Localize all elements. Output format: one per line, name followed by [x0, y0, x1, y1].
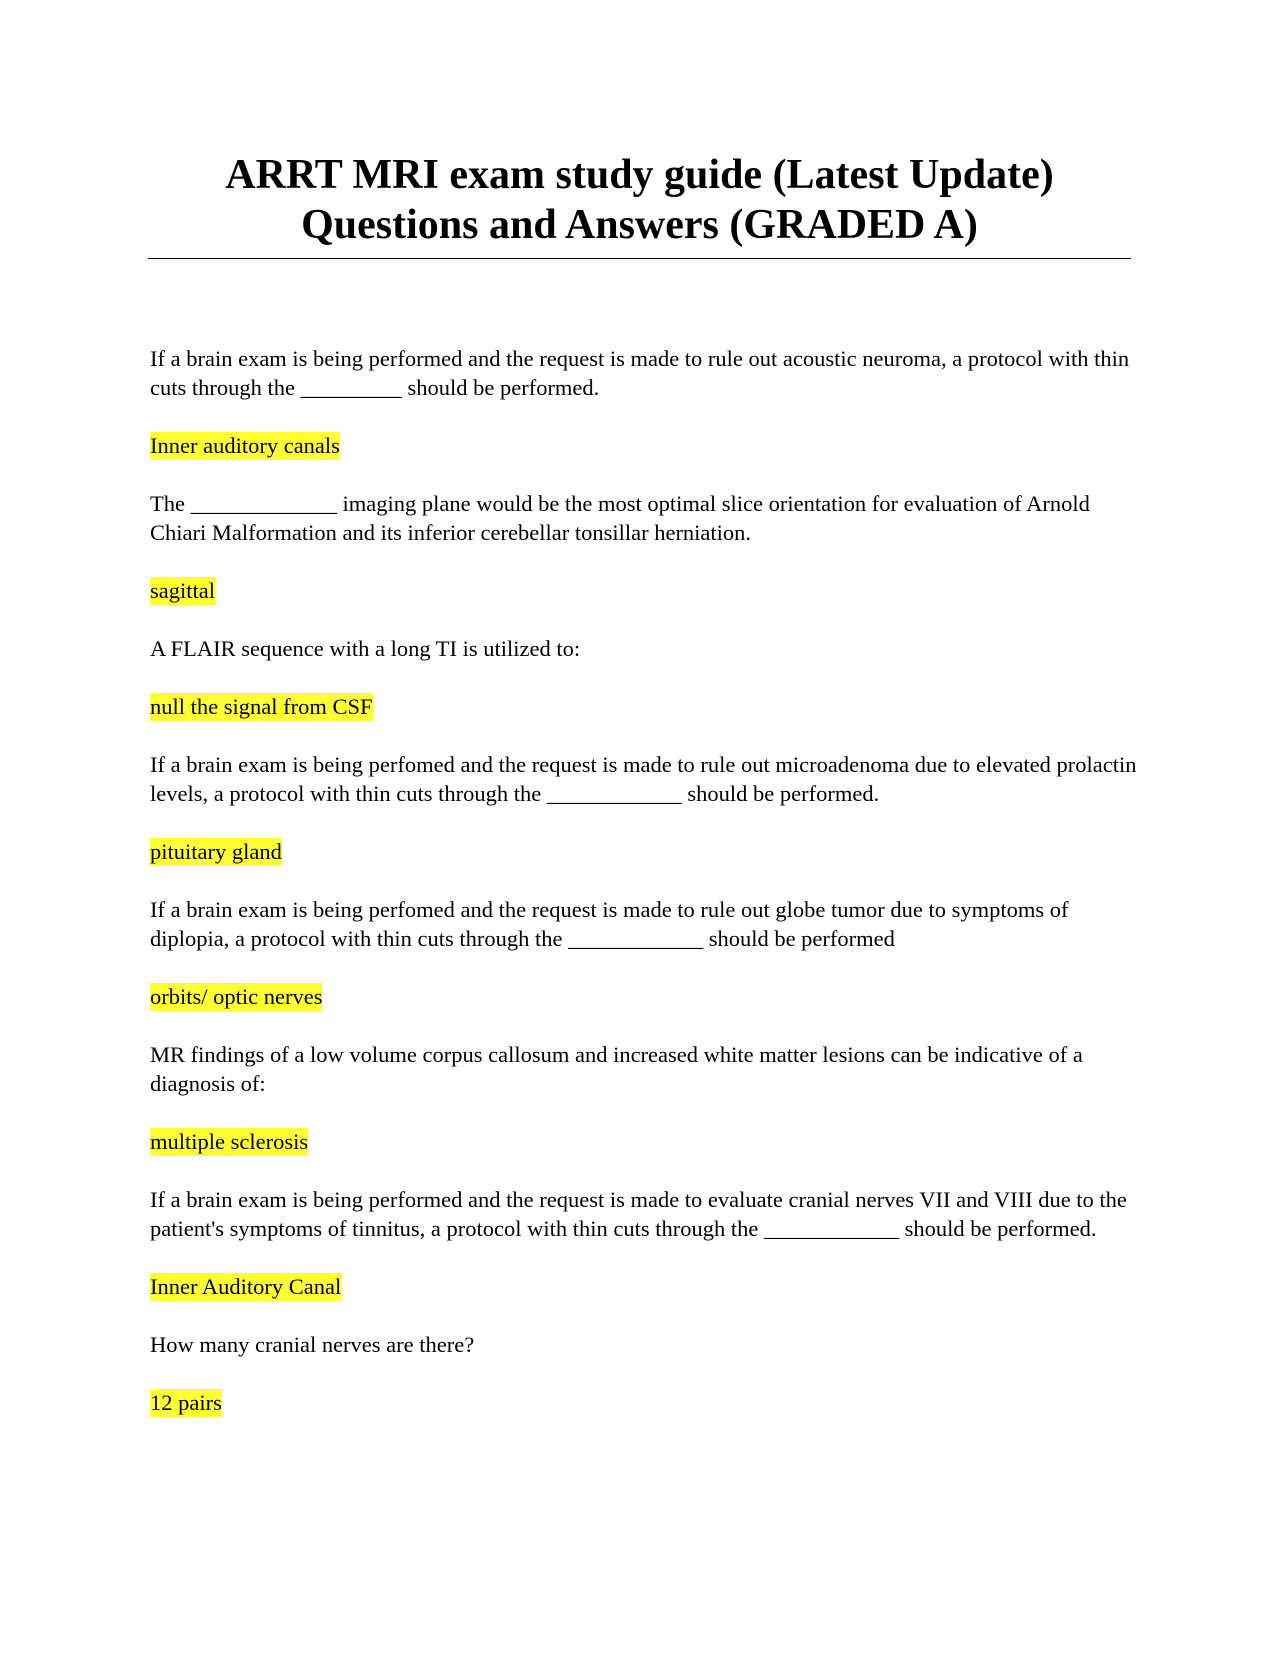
answer-7 — [150, 1272, 1140, 1301]
answer-8 — [150, 1388, 1140, 1417]
question-7: If a brain exam is being performed and the request is made to evaluate cranial nerves VII and VIII due to the patient's symptoms of tinnitus, a protocol with thin cuts through the ____________ should be performed. — [150, 1187, 1127, 1241]
question-1: If a brain exam is being performed and the request is made to rule out acoustic neuroma, a protocol with thin cuts through the _________ should be performed. — [150, 346, 1130, 400]
title-line-1: ARRT MRI exam study guide (Latest Update) — [225, 152, 1054, 198]
answer-3 — [150, 692, 1140, 721]
question-8: How many cranial nerves are there? — [150, 1332, 475, 1357]
question-6: MR findings of a low volume corpus callosum and increased white matter lesions can be indicative of a diagnosis of: — [150, 1042, 1083, 1096]
answer-2 — [150, 576, 1140, 605]
answer-7-highlight: Inner Auditory Canal — [150, 1274, 342, 1299]
question-5: If a brain exam is being perfomed and the request is made to rule out globe tumor due to symptoms of diplopia, a protocol with thin cuts through the ____________ should be performed — [150, 897, 1069, 951]
question-2: The _____________ imaging plane would be the most optimal slice orientation for evaluation of Arnold Chiari Malformation and its inferior cerebellar tonsillar herniation. — [150, 491, 1090, 545]
answer-4-highlight: pituitary gland — [150, 839, 282, 864]
answer-3-highlight: null the signal from CSF — [150, 694, 373, 719]
answer-1-highlight: Inner auditory canals — [150, 433, 340, 458]
answer-5-highlight: orbits/ optic nerves — [150, 984, 323, 1009]
answer-4 — [150, 837, 1140, 866]
answer-8-highlight: 12 pairs — [150, 1390, 222, 1415]
answer-6 — [150, 1127, 1140, 1156]
answer-6-highlight: multiple sclerosis — [150, 1129, 309, 1154]
answer-2-highlight: sagittal — [150, 578, 215, 603]
title-line-2: Questions and Answers (GRADED A) — [301, 202, 978, 248]
question-3: A FLAIR sequence with a long TI is utilized to: — [150, 636, 581, 661]
document-title — [148, 150, 1131, 259]
question-4: If a brain exam is being perfomed and the request is made to rule out microadenoma due to elevated prolactin levels, a protocol with thin cuts through the ____________ should be performed. — [150, 752, 1137, 806]
answer-1 — [150, 431, 1140, 460]
qa-list — [150, 344, 1140, 1446]
answer-5 — [150, 982, 1140, 1011]
